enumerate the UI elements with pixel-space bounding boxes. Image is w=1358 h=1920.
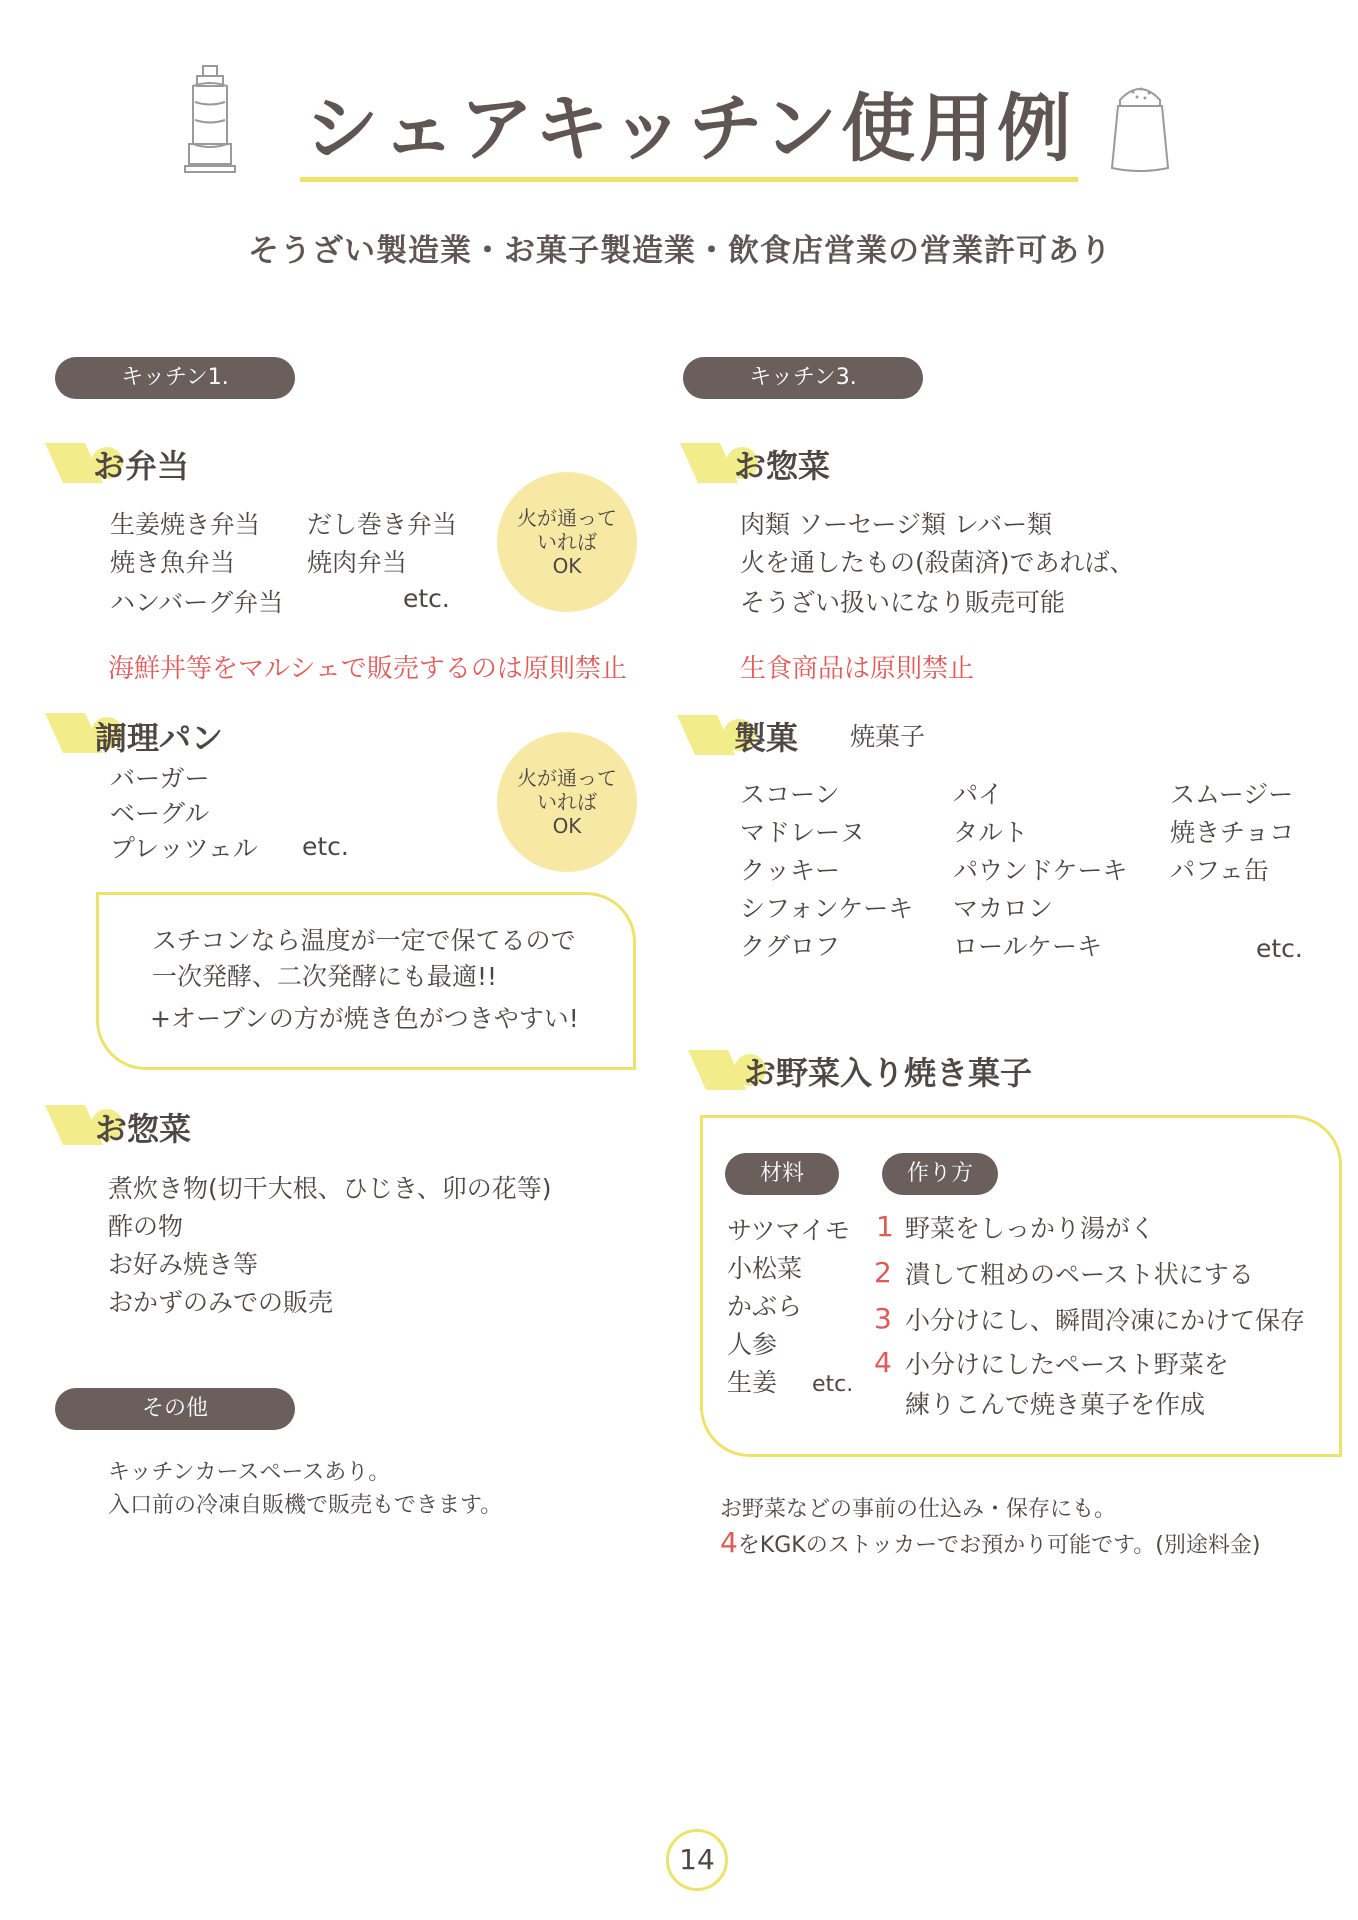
step-number: 2 <box>874 1256 892 1289</box>
kitchen3-sozai-title: お惣菜 <box>734 447 831 485</box>
ingredient-item: 小松菜 <box>727 1254 803 1283</box>
kitchen3-sozai-line: そうざい扱いになり販売可能 <box>740 588 1066 617</box>
bread-note-line: +オーブンの方が焼き色がつきやすい! <box>150 1004 579 1033</box>
kitchen1-label: キッチン1. <box>55 357 295 399</box>
bento-item: だし巻き弁当 <box>307 510 458 539</box>
other-line: 入口前の冷凍自販機で販売もできます。 <box>108 1493 503 1518</box>
cooked-ok-badge: 火が通って いれば OK <box>497 472 637 612</box>
sweets-title: 製菓 <box>734 719 799 757</box>
sweets-item: スコーン <box>740 780 840 809</box>
sweets-item: ロールケーキ <box>953 932 1103 961</box>
bread-etc: etc. <box>302 832 349 861</box>
page-subtitle: そうざい製造業・お菓子製造業・飲食店営業の営業許可あり <box>248 233 1112 269</box>
ingredients-label: 材料 <box>725 1153 839 1195</box>
sozai-item: 酢の物 <box>108 1212 184 1241</box>
sweets-item: スムージー <box>1170 780 1294 809</box>
method-label: 作り方 <box>882 1153 998 1195</box>
kitchen3-sozai-warning: 生食商品は原則禁止 <box>740 654 975 684</box>
step-number: 1 <box>876 1210 894 1243</box>
kitchen3-sozai-line: 肉類 ソーセージ類 レバー類 <box>740 510 1053 539</box>
bread-item: ベーグル <box>110 799 210 828</box>
bread-note-line: スチコンなら温度が一定で保てるので <box>152 926 576 955</box>
step-text: 野菜をしっかり湯がく <box>905 1214 1156 1243</box>
sweets-item: クグロフ <box>740 932 841 961</box>
ingredient-item: 人参 <box>727 1330 778 1359</box>
bread-item: バーガー <box>110 764 210 793</box>
sweets-item: タルト <box>953 818 1029 847</box>
sweets-item: シフォンケーキ <box>740 894 914 923</box>
veg-note-line <box>720 1526 1260 1565</box>
other-line: キッチンカースペースあり。 <box>108 1460 391 1485</box>
bread-title: 調理パン <box>95 719 224 757</box>
sweets-item: 焼きチョコ <box>1170 818 1295 847</box>
bento-warning: 海鮮丼等をマルシェで販売するのは原則禁止 <box>108 654 627 684</box>
sweets-item: パフェ缶 <box>1170 856 1269 885</box>
bread-note-line: 一次発酵、二次発酵にも最適!! <box>152 962 498 991</box>
bento-item: 焼肉弁当 <box>307 548 408 577</box>
bento-item: ハンバーグ弁当 <box>110 588 284 617</box>
note-text: をKGKのストッカーでお預かり可能です。(別途料金) <box>737 1533 1261 1558</box>
bento-item: 生姜焼き弁当 <box>110 510 261 539</box>
sweets-subtitle: 焼菓子 <box>850 722 926 751</box>
page-number: 14 <box>666 1829 728 1891</box>
sozai-title: お惣菜 <box>95 1110 192 1148</box>
title-underline <box>300 177 1078 182</box>
ingredient-item: 生姜 <box>727 1368 778 1397</box>
pepper-mill-icon <box>175 62 245 177</box>
step-text: 潰して粗めのペースト状にする <box>905 1260 1254 1289</box>
salt-shaker-icon <box>1105 78 1175 178</box>
other-label: その他 <box>55 1388 295 1430</box>
veg-note-line: お野菜などの事前の仕込み・保存にも。 <box>720 1497 1117 1522</box>
step-text-cont: 練りこんで焼き菓子を作成 <box>905 1390 1206 1419</box>
sweets-item: クッキー <box>740 856 841 885</box>
note-step-number: 4 <box>720 1526 738 1559</box>
veg-title: お野菜入り焼き菓子 <box>744 1054 1033 1092</box>
sozai-item: お好み焼き等 <box>108 1250 259 1279</box>
kitchen3-sozai-line: 火を通したもの(殺菌済)であれば、 <box>740 548 1135 577</box>
sweets-item: マカロン <box>953 894 1054 923</box>
step-number: 4 <box>874 1346 892 1379</box>
kitchen3-label: キッチン3. <box>683 357 923 399</box>
sweets-etc: etc. <box>1256 934 1303 963</box>
step-number: 3 <box>874 1302 892 1335</box>
sweets-item: マドレーヌ <box>740 818 866 847</box>
bread-item: プレッツェル <box>110 834 258 863</box>
sozai-item: おかずのみでの販売 <box>108 1288 334 1317</box>
sozai-item: 煮炊き物(切干大根、ひじき、卯の花等) <box>108 1174 552 1203</box>
cooked-ok-badge: 火が通って いれば OK <box>497 732 637 872</box>
step-text: 小分けにし、瞬間冷凍にかけて保存 <box>905 1306 1306 1335</box>
bento-title: お弁当 <box>93 447 190 485</box>
step-text: 小分けにしたペースト野菜を <box>905 1350 1229 1379</box>
ingredient-item: サツマイモ <box>727 1216 851 1245</box>
bento-item: 焼き魚弁当 <box>110 548 236 577</box>
sweets-item: パウンドケーキ <box>953 856 1128 885</box>
sweets-item: パイ <box>953 780 1004 809</box>
bento-etc: etc. <box>403 584 450 613</box>
page-title: シェアキッチン使用例 <box>304 86 1076 172</box>
ingredients-etc: etc. <box>812 1372 854 1397</box>
ingredient-item: かぶら <box>727 1292 803 1321</box>
